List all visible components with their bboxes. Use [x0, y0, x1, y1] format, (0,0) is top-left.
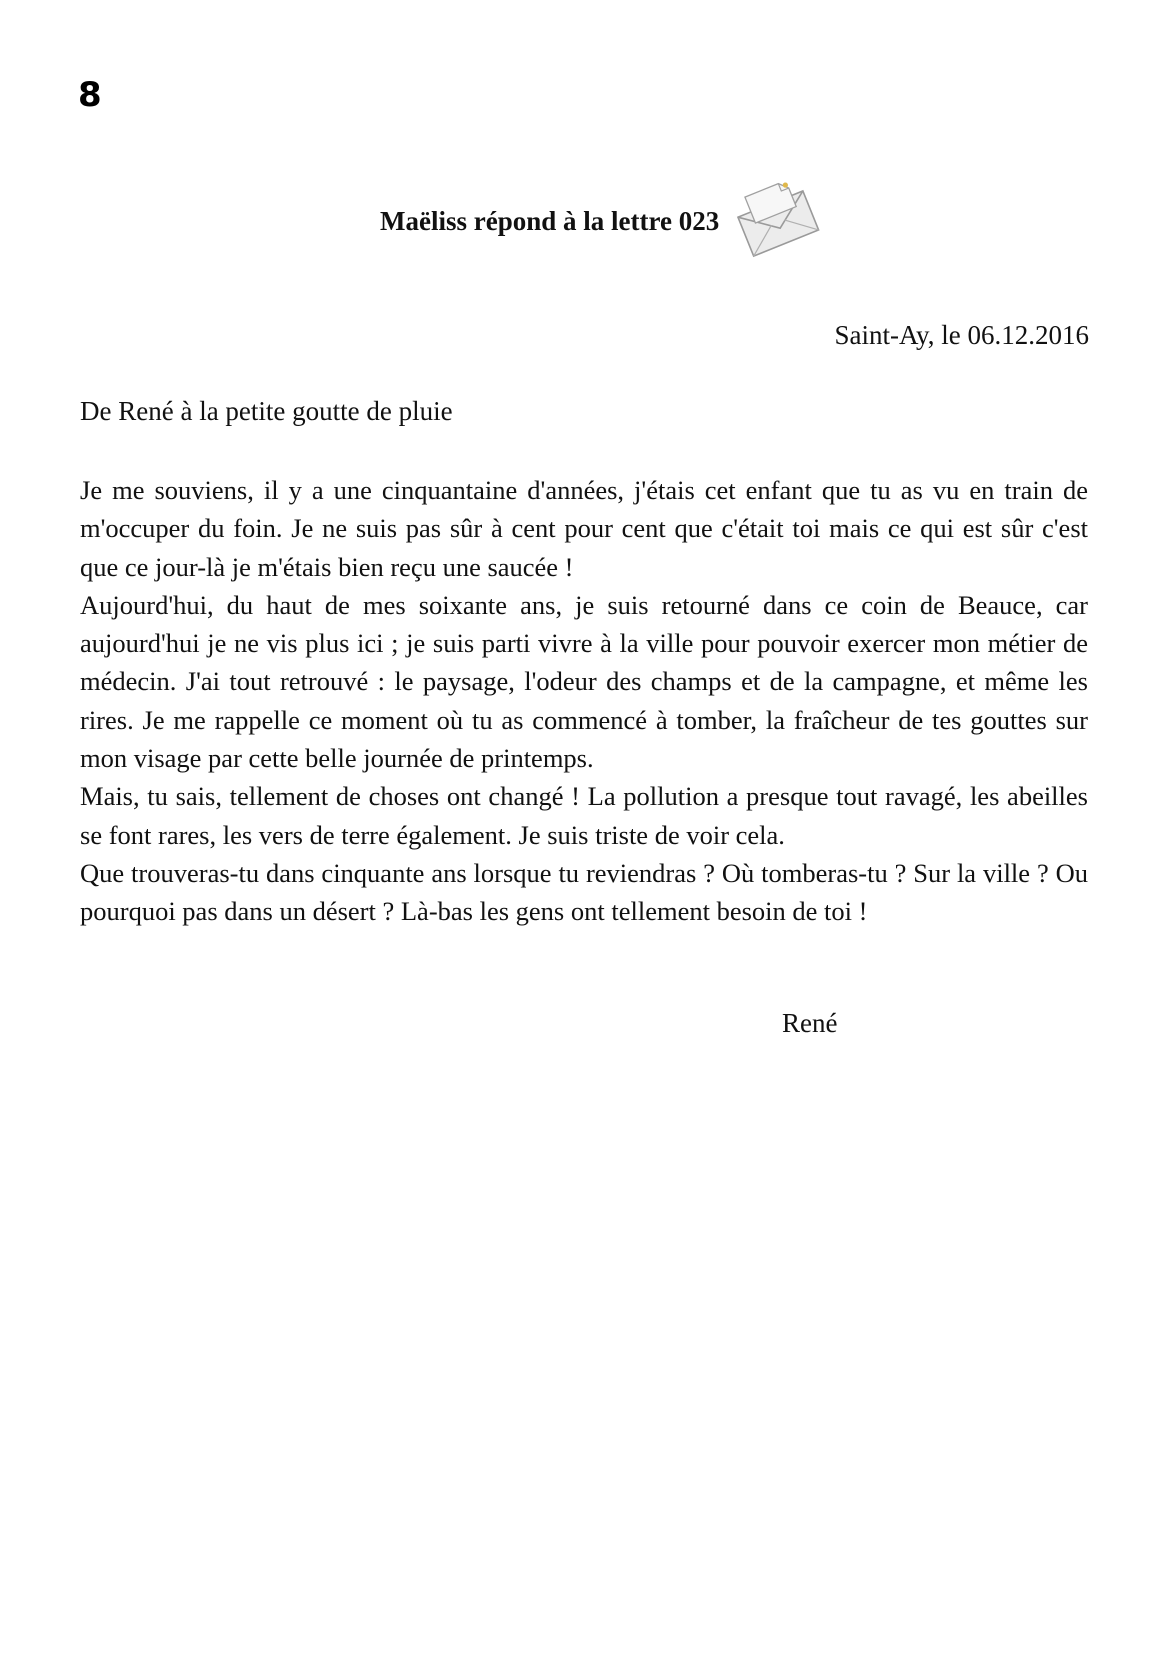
signature: René — [782, 1008, 838, 1038]
page-number: 8 — [78, 75, 102, 115]
paragraph: Aujourd'hui, du haut de mes soixante ans, je suis retourné dans ce coin de Beauce, car aujourd'hui je ne vis plus ici ; je suis parti vivre à la ville pour pouvoir exercer mon métier de médecin. J'ai tout retrouvé : le paysage, l'odeur des champs et de la campagne, et même les rires. Je me rappelle ce moment où tu as commencé à tomber, la fraîcheur de tes gouttes sur mon visage par cette belle journée de printemps. — [80, 589, 1088, 774]
title-block — [380, 200, 840, 250]
page-title: Maëliss répond à la lettre 023 — [380, 206, 720, 236]
letter-body — [80, 471, 1088, 931]
paragraph: Que trouveras-tu dans cinquante ans lorsque tu reviendras ? Où tomberas-tu ? Sur la ville ? Ou pourquoi pas dans un désert ? Là-bas les gens ont tellement besoin de toi ! — [80, 857, 1088, 927]
paragraph: Je me souviens, il y a une cinquantaine d'années, j'étais cet enfant que tu as vu en train de m'occuper du foin. Je ne suis pas sûr à cent pour cent que c'était toi mais ce qui est sûr c'est que ce jour-là je m'étais bien reçu une saucée ! — [80, 475, 1088, 582]
envelope-icon — [734, 180, 824, 260]
place-date: Saint-Ay, le 06.12.2016 — [834, 320, 1089, 350]
salutation: De René à la petite goutte de pluie — [80, 396, 453, 426]
paragraph: Mais, tu sais, tellement de choses ont changé ! La pollution a presque tout ravagé, les abeilles se font rares, les vers de terre également. Je suis triste de voir cela. — [80, 781, 1088, 850]
